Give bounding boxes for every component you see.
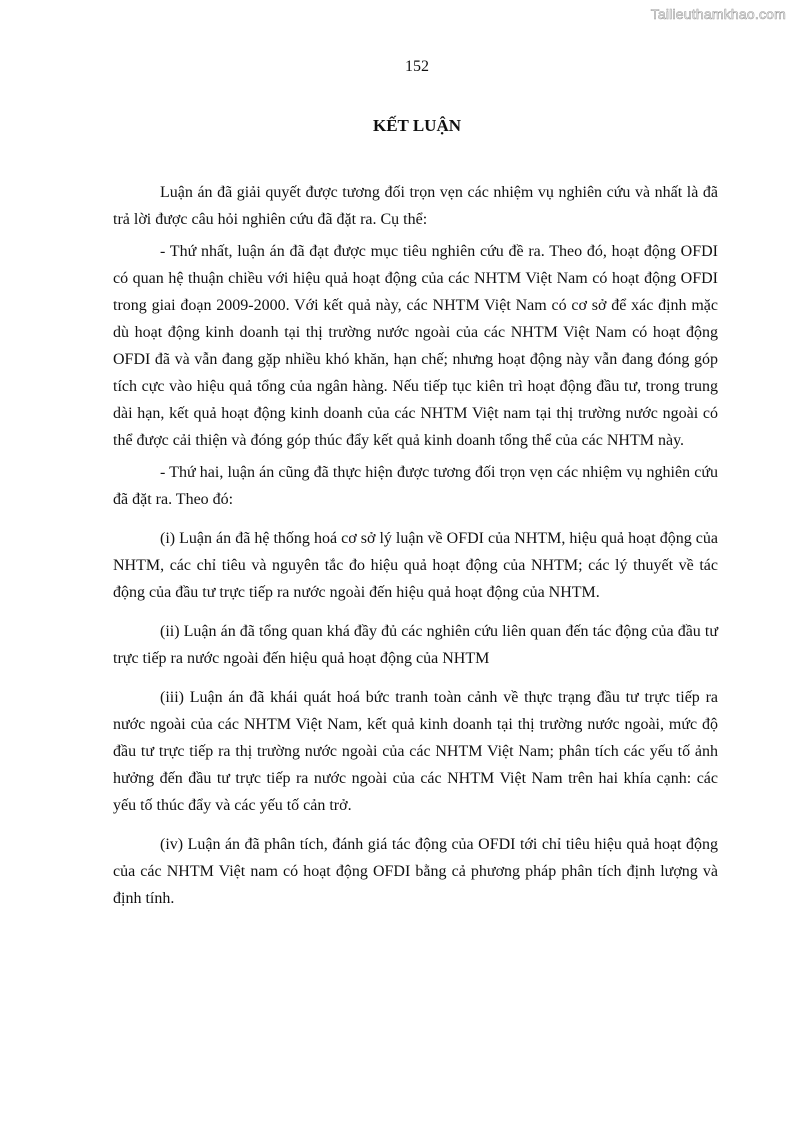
page-number: 152 <box>405 58 429 75</box>
paragraph-item-iv: (iv) Luận án đã phân tích, đánh giá tác động của OFDI tới chỉ tiêu hiệu quả hoạt động của các NHTM Việt nam có hoạt động OFDI bằng cả phương pháp phân tích định lượng và định tính. <box>113 836 718 907</box>
paragraph-item-i: (i) Luận án đã hệ thống hoá cơ sở lý luận về OFDI của NHTM, hiệu quả hoạt động của NHTM, các chỉ tiêu và nguyên tắc đo hiệu quả hoạt động của NHTM; các lý thuyết về tác động của đầu tư trực tiếp ra nước ngoài đến hiệu quả hoạt động của NHTM. <box>113 530 718 601</box>
paragraph-intro: Luận án đã giải quyết được tương đối trọn vẹn các nhiệm vụ nghiên cứu và nhất là đã trả lời được câu hỏi nghiên cứu đã đặt ra. Cụ thể: <box>113 184 718 228</box>
body-text <box>113 179 718 912</box>
watermark: Tailieuthamkhao.com <box>650 6 786 22</box>
paragraph-item-iii: (iii) Luận án đã khái quát hoá bức tranh toàn cảnh về thực trạng đầu tư trực tiếp ra nước ngoài của các NHTM Việt Nam, kết quả kinh doanh tại thị trường nước ngoài, mức độ đầu tư trực tiếp ra thị trường nước ngoài của các NHTM Việt Nam; phân tích các yếu tố ảnh hưởng đến đầu tư trực tiếp ra nước ngoài của các NHTM Việt Nam trên hai khía cạnh: các yếu tố thúc đẩy và các yếu tố cản trở. <box>113 689 718 814</box>
paragraph-item-ii: (ii) Luận án đã tổng quan khá đầy đủ các nghiên cứu liên quan đến tác động của đầu tư trực tiếp ra nước ngoài đến hiệu quả hoạt động của NHTM <box>113 623 718 667</box>
page-title: KẾT LUẬN <box>372 116 461 135</box>
paragraph-second-point: - Thứ hai, luận án cũng đã thực hiện được tương đối trọn vẹn các nhiệm vụ nghiên cứu đã đặt ra. Theo đó: <box>113 464 718 508</box>
paragraph-first-point: - Thứ nhất, luận án đã đạt được mục tiêu nghiên cứu đề ra. Theo đó, hoạt động OFDI có quan hệ thuận chiều với hiệu quả hoạt động của các NHTM Việt Nam có hoạt động OFDI trong giai đoạn 2009-2000. Với kết quả này, các NHTM Việt Nam có cơ sở để xác định mặc dù hoạt động kinh doanh tại thị trường nước ngoài của các NHTM Việt Nam có hoạt động OFDI đã và vẫn đang gặp nhiều khó khăn, hạn chế; nhưng hoạt động này vẫn đang đóng góp tích cực vào hiệu quả tổng của ngân hàng. Nếu tiếp tục kiên trì hoạt động đầu tư, trong trung dài hạn, kết quả hoạt động kinh doanh của các NHTM Việt nam tại thị trường nước ngoài có thể được cải thiện và đóng góp thúc đẩy kết quả kinh doanh tổng thể của các NHTM này. <box>113 243 718 449</box>
